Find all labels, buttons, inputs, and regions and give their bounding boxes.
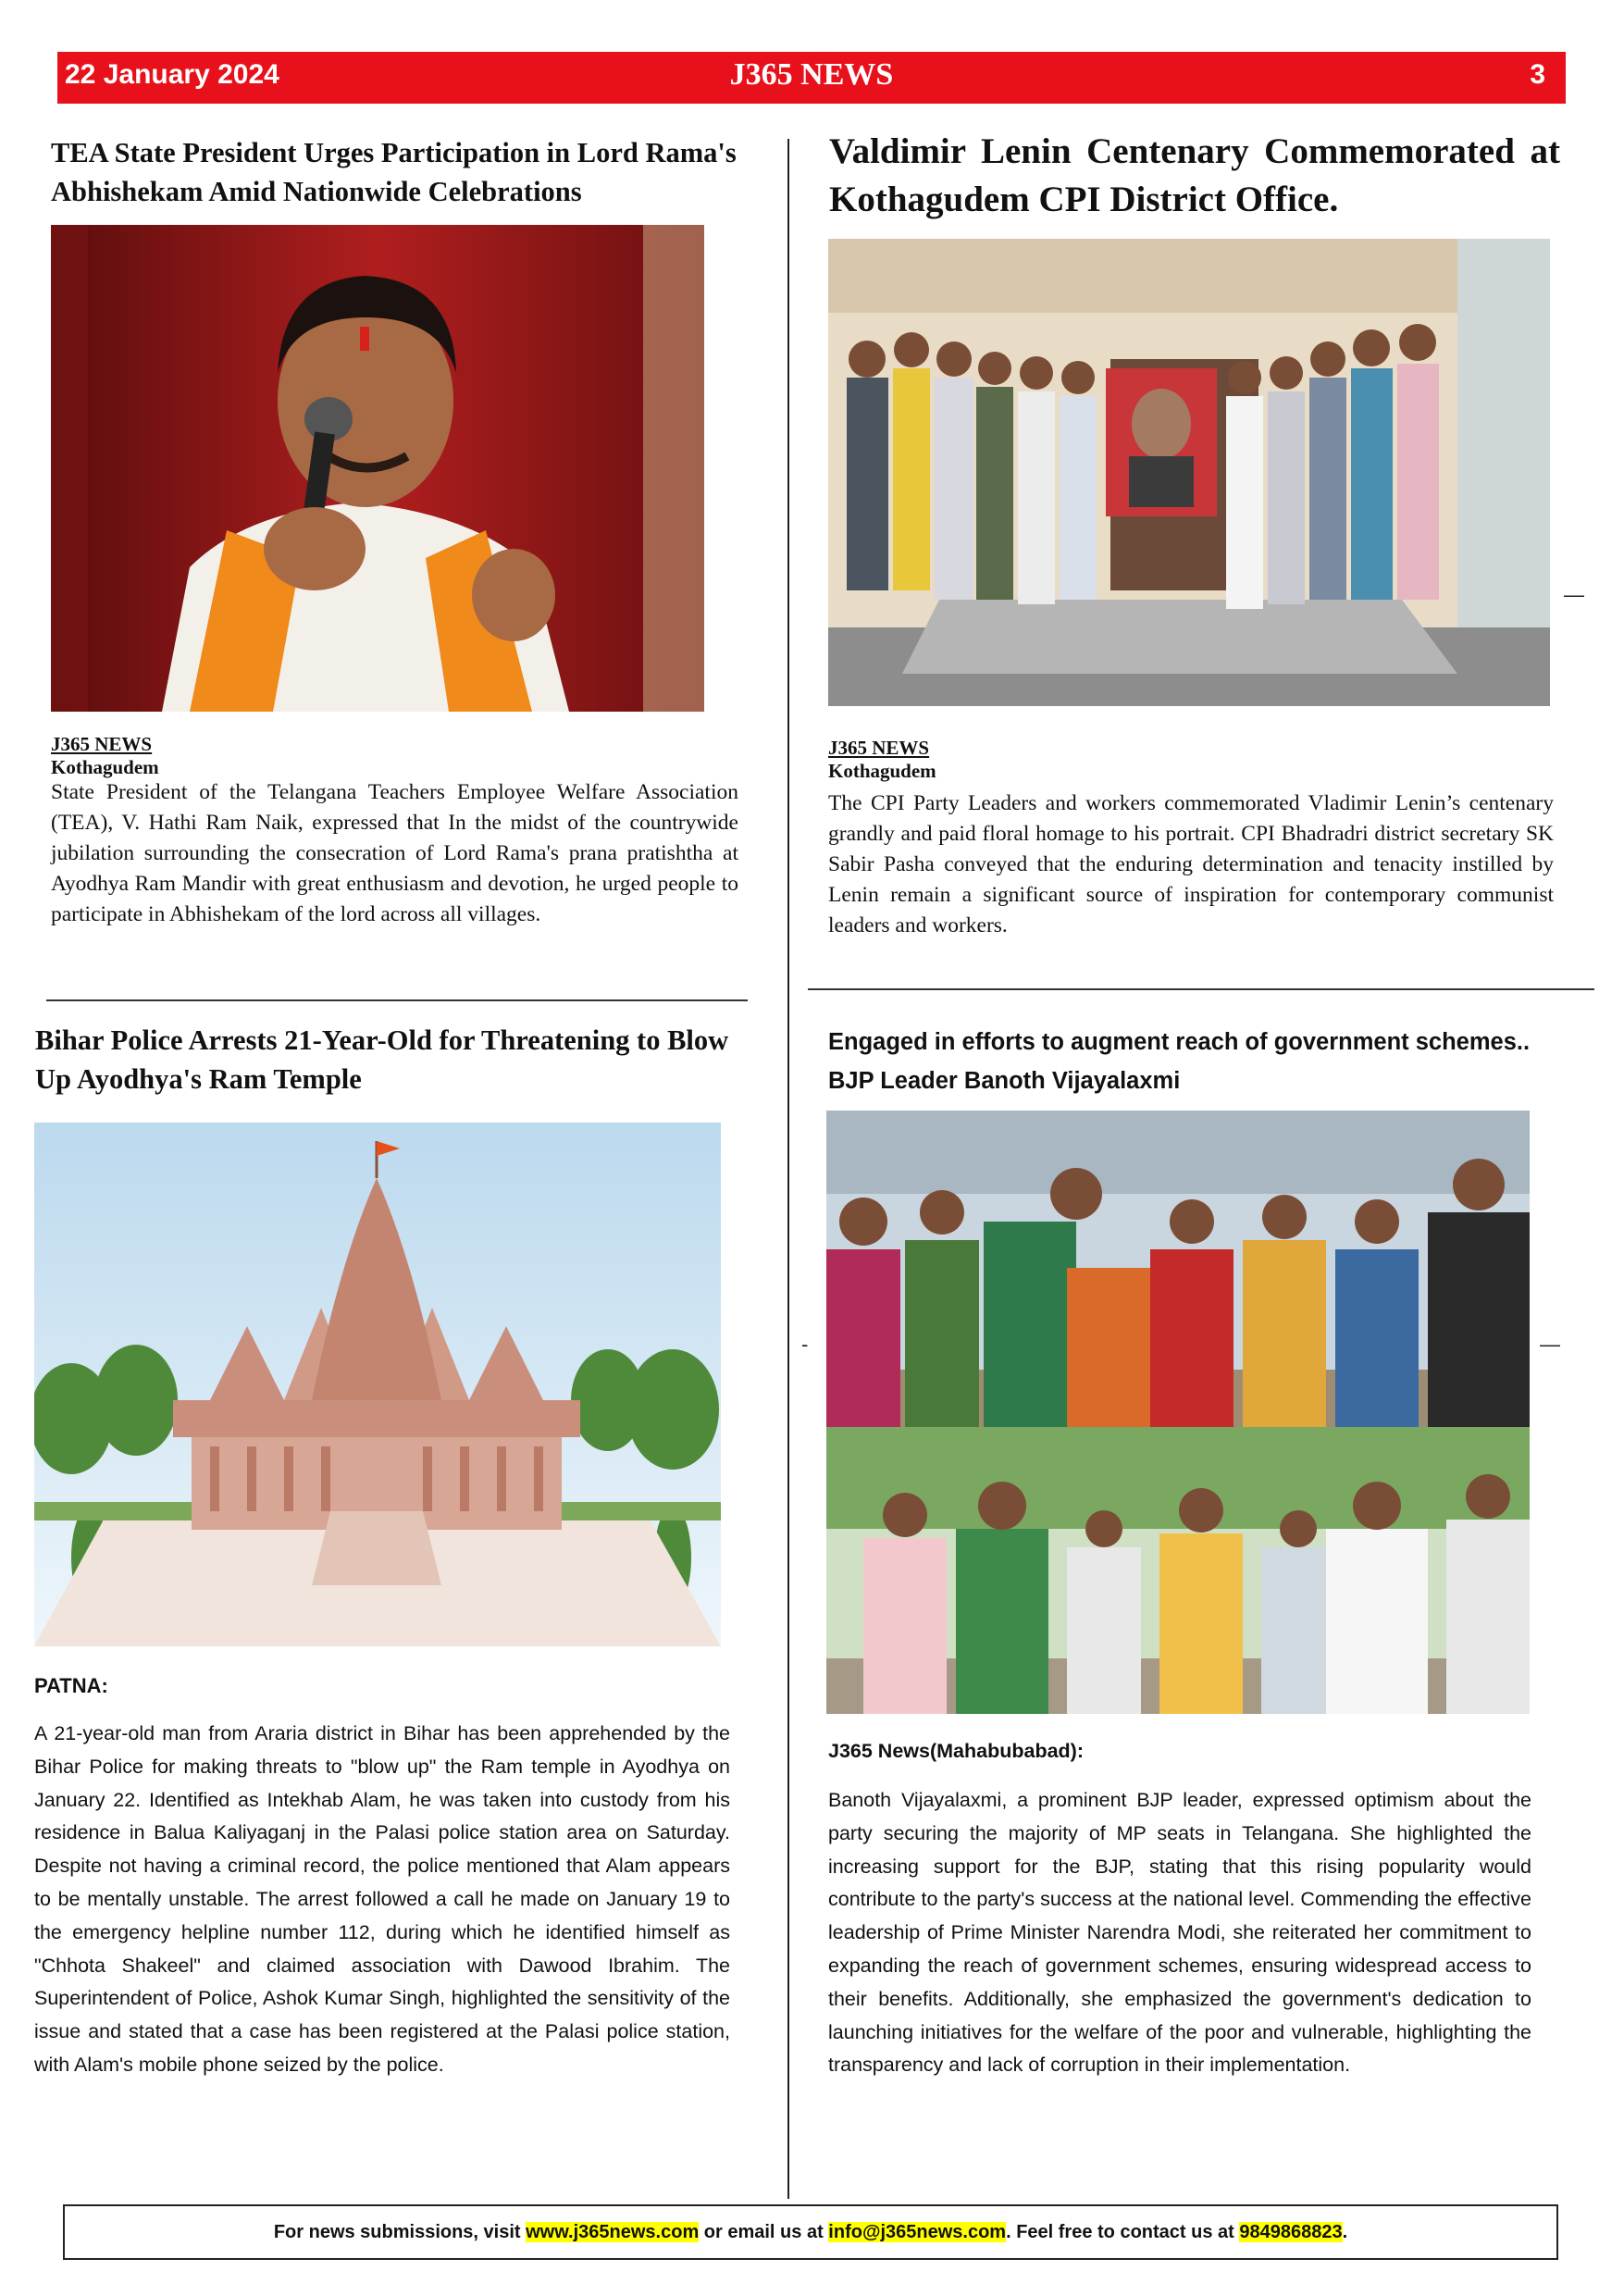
- right-divider-1: [808, 988, 1594, 990]
- footer-website-link[interactable]: www.j365news.com: [526, 2222, 700, 2242]
- bjp-photo-bottom: [826, 1427, 1530, 1714]
- footer-text-1: For news submissions, visit: [273, 2222, 527, 2242]
- tea-location: Kothagudem: [51, 756, 159, 778]
- footer-contact-box: [63, 2204, 1558, 2260]
- tea-byline: [51, 733, 421, 779]
- tea-photo: [51, 225, 704, 712]
- footer-text-3: . Feel free to contact us at: [1006, 2222, 1240, 2242]
- left-margin-dash: -: [801, 1333, 809, 1356]
- lenin-photo: [828, 239, 1550, 706]
- bihar-headline: Bihar Police Arrests 21-Year-Old for Threatening to Blow Up Ayodhya's Ram Temple: [35, 1024, 729, 1095]
- tea-source: J365 NEWS: [51, 733, 153, 755]
- bjp-photo-top: [826, 1111, 1530, 1427]
- tea-headline: TEA State President Urges Participation in Lord Rama's Abhishekam Amid Nationwide Celebrations: [51, 137, 737, 207]
- bjp-body: Banoth Vijayalaxmi, a prominent BJP leader, expressed optimism about the party securing the majority of MP seats in Telangana. She highlighted the increasing support for the BJP, stating that this rising popularity would contribute to the party's success at the national level. Commending the effective leadership of Prime Minister Narendra Modi, she reiterated her commitment to expanding the reach of government schemes, ensuring widespread access to their benefits. Additionally, she emphasized the government's dedication to launching initiatives for the welfare of the poor and vulnerable, highlighting the transparency and lack of corruption in their implementation.: [828, 1789, 1531, 2077]
- masthead-brand: J365 NEWS: [729, 57, 894, 92]
- right-margin-dash-2: —: [1540, 1333, 1560, 1356]
- footer-email-link[interactable]: info@j365news.com: [828, 2222, 1007, 2242]
- left-divider-1: [46, 999, 748, 1001]
- header-bar: [57, 52, 1566, 104]
- bjp-headline: Engaged in efforts to augment reach of government schemes.. BJP Leader Banoth Vijayalaxmi: [828, 1029, 1531, 1094]
- footer-phone: 9849868823: [1239, 2222, 1343, 2242]
- ram-temple-photo: [34, 1123, 721, 1646]
- lenin-headline: Valdimir Lenin Centenary Commemorated at Kothagudem CPI District Office.: [829, 131, 1560, 219]
- bihar-body: A 21-year-old man from Araria district in Bihar has been apprehended by the Bihar Police for making threats to "blow up" the Ram temple in Ayodhya on January 22. Identified as Intekhab Alam, he was taken into custody from his residence in Balua Kaliyaganj in the Palasi police station area on Saturday. Despite not having a criminal record, the police mentioned that Alam appears to be mentally unstable. The arrest followed a call he made on January 19 to the emergency helpline number 112, during which he identified himself as "Chhota Shakeel" and claimed association with Dawood Ibrahim. The Superintendent of Police, Ashok Kumar Singh, highlighted the sensitivity of the issue and stated that a case has been registered at the Palasi police station, with Alam's mobile phone seized by the police.: [34, 1722, 730, 2076]
- bihar-location: PATNA:: [34, 1674, 108, 1697]
- footer-text-4: .: [1342, 2222, 1348, 2242]
- footer-text-2: or email us at: [699, 2222, 829, 2242]
- right-margin-dash-1: —: [1564, 583, 1584, 606]
- tea-body: State President of the Telangana Teachers Employee Welfare Association (TEA), V. Hathi Ram Naik, expressed that In the midst of the countrywide jubilation surrounding the consecration of Lord Rama's prana pratishtha at Ayodhya Ram Mandir with great enthusiasm and devotion, he urged people to participate in Abhishekam of the lord across all villages.: [51, 780, 738, 926]
- column-divider: [787, 139, 789, 2199]
- issue-date: 22 January 2024: [65, 59, 279, 90]
- lenin-byline: [828, 737, 1198, 783]
- lenin-location: Kothagudem: [828, 760, 936, 782]
- page-number: 3: [1530, 59, 1545, 90]
- bjp-source: J365 News(Mahabubabad):: [828, 1740, 1084, 1762]
- lenin-body: The CPI Party Leaders and workers commemorated Vladimir Lenin’s centenary grandly and paid floral homage to his portrait. CPI Bhadradri district secretary SK Sabir Pasha conveyed that the enduring determination and tenacity instilled by Lenin remain a significant source of inspiration for contemporary communist leaders and workers.: [828, 791, 1554, 937]
- lenin-source: J365 NEWS: [828, 737, 930, 759]
